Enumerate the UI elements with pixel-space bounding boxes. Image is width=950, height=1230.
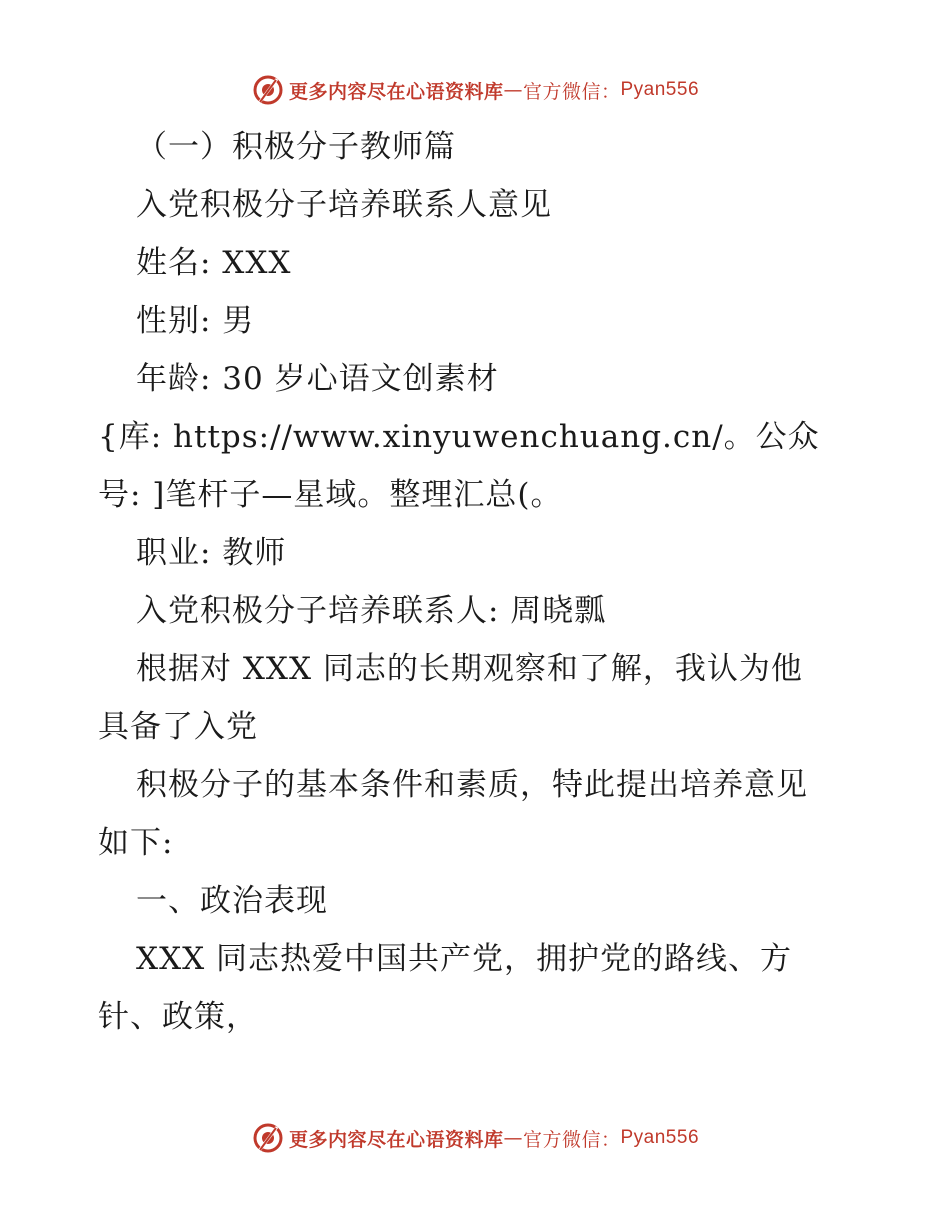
paragraph-line: 如下: xyxy=(98,825,174,861)
banner-wechat-label: 官方微信： xyxy=(522,80,621,103)
paragraph-line: XXX 同志热爱中国共产党，拥护党的路线、方 xyxy=(136,941,793,977)
source-line-2: 号: ]笔杆子—星域。整理汇总(。 xyxy=(98,477,563,513)
subsection-heading: 一、政治表现 xyxy=(136,883,328,919)
banner-wechat-id: Pyan556 xyxy=(620,1127,700,1148)
paragraph-line: 根据对 XXX 同志的长期观察和了解，我认为他 xyxy=(136,651,803,687)
banner-wechat-label: 官方微信： xyxy=(522,1128,621,1151)
pen-logo-icon xyxy=(251,73,285,107)
banner-dash: — xyxy=(503,79,523,101)
banner-wechat-id: Pyan556 xyxy=(620,79,700,100)
paragraph-line: 针、政策， xyxy=(98,999,258,1035)
source-line-1: {库: https://www.xinyuwenchuang.cn/。公众 xyxy=(98,419,820,455)
banner-dash: — xyxy=(503,1127,523,1149)
field-name: 姓名: XXX xyxy=(136,245,292,281)
field-occupation: 职业: 教师 xyxy=(136,535,287,571)
banner-brand-text: 更多内容尽在心语资料库 xyxy=(288,1128,504,1151)
field-age: 年龄: 30 岁心语文创素材 xyxy=(136,361,499,397)
paragraph-line: 积极分子的基本条件和素质，特此提出培养意见 xyxy=(136,767,808,803)
header-watermark-banner xyxy=(0,70,950,110)
banner-brand-text: 更多内容尽在心语资料库 xyxy=(288,80,504,103)
document-title: 入党积极分子培养联系人意见 xyxy=(136,187,552,223)
field-contact-person: 入党积极分子培养联系人: 周晓瓢 xyxy=(136,593,607,629)
field-gender: 性别: 男 xyxy=(136,303,255,339)
pen-logo-icon xyxy=(251,1121,285,1155)
paragraph-line: 具备了入党 xyxy=(98,709,258,745)
section-heading: （一）积极分子教师篇 xyxy=(136,129,456,165)
document-body xyxy=(98,118,858,1046)
footer-watermark-banner xyxy=(0,1118,950,1158)
